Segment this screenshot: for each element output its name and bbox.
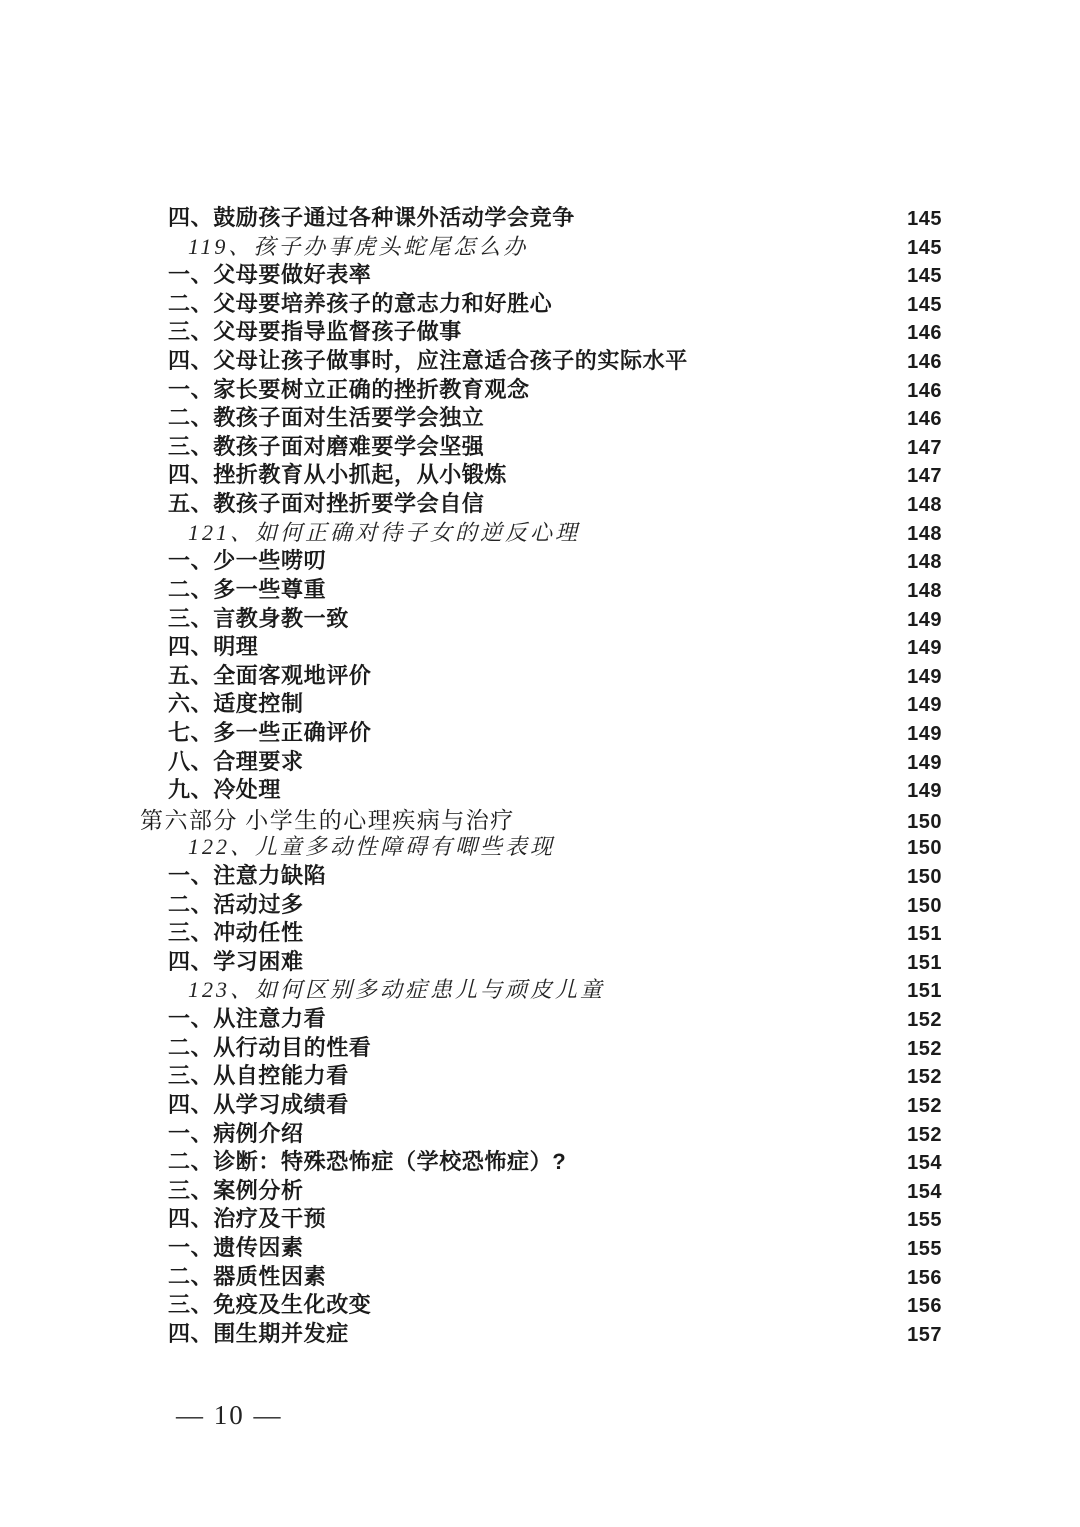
toc-entry (133, 1174, 942, 1203)
toc-entry-page: 157 (907, 1323, 942, 1346)
toc-entry-page: 154 (907, 1180, 942, 1203)
toc-entry-page: 146 (907, 322, 942, 345)
toc-entry-label: 一、从注意力看 (168, 1006, 327, 1032)
toc-entry (133, 888, 942, 917)
toc-entry-page: 148 (907, 522, 942, 545)
toc-entry-page: 155 (907, 1237, 942, 1260)
toc-entry-label: 四、挫折教育从小抓起，从小锻炼 (168, 462, 508, 488)
toc-entry-page: 149 (907, 694, 942, 717)
toc-entry-label: 四、明理 (168, 634, 259, 660)
toc-entry-page: 152 (907, 1037, 942, 1060)
toc-entry-page: 149 (907, 665, 942, 688)
toc-entry-page: 150 (907, 866, 942, 889)
toc-entry-label: 119、孩子办事虎头蛇尾怎么办 (188, 233, 529, 259)
toc-entry (133, 1231, 942, 1260)
toc-entry-page: 146 (907, 408, 942, 431)
toc-entry-page: 155 (907, 1209, 942, 1232)
toc-entry (133, 916, 942, 945)
toc-entry (133, 802, 942, 831)
toc-entry-page: 148 (907, 494, 942, 517)
toc-entry-label: 三、父母要指导监督孩子做事 (168, 319, 462, 345)
toc-entry-page: 152 (907, 1123, 942, 1146)
toc-entry (133, 258, 942, 287)
toc-entry-label: 一、病例介绍 (168, 1120, 304, 1146)
toc-entry-page: 156 (907, 1266, 942, 1289)
toc-entry-page: 146 (907, 379, 942, 402)
toc-entry-label: 四、父母让孩子做事时，应注意适合孩子的实际水平 (168, 348, 688, 374)
toc-entry-page: 151 (907, 923, 942, 946)
toc-entry (133, 1117, 942, 1146)
toc-entry (133, 1317, 942, 1346)
toc-entry-label: 八、合理要求 (168, 748, 304, 774)
toc-entry-label: 四、围生期并发症 (168, 1320, 349, 1346)
toc-entry (133, 773, 942, 802)
toc-entry-page: 149 (907, 751, 942, 774)
toc-entry-page: 149 (907, 637, 942, 660)
toc-entry (133, 1202, 942, 1231)
toc-entry-label: 二、教孩子面对生活要学会独立 (168, 405, 485, 431)
toc-entry-page: 154 (907, 1152, 942, 1175)
toc-entry (133, 859, 942, 888)
toc-entry-page: 146 (907, 351, 942, 374)
toc-entry (133, 1002, 942, 1031)
toc-entry-label: 二、父母要培养孩子的意志力和好胜心 (168, 290, 553, 316)
toc-entry-label: 五、全面客观地评价 (168, 662, 372, 688)
toc-entry-label: 四、学习困难 (168, 948, 304, 974)
toc-entry (133, 945, 942, 974)
toc-entry (133, 1059, 942, 1088)
toc-entry-label: 一、少一些唠叨 (168, 548, 327, 574)
toc-entry-label: 二、器质性因素 (168, 1263, 327, 1289)
toc-entry-label: 二、诊断：特殊恐怖症（学校恐怖症）? (168, 1149, 567, 1175)
toc-entry-page: 152 (907, 1009, 942, 1032)
toc-entry-label: 九、冷处理 (168, 777, 282, 803)
toc-entry-label: 三、冲动任性 (168, 920, 304, 946)
toc-entry (133, 373, 942, 402)
toc-entry-page: 152 (907, 1094, 942, 1117)
toc-entry-label: 一、遗传因素 (168, 1234, 304, 1260)
toc-entry-page: 150 (907, 810, 942, 833)
toc-entry-label: 三、言教身教一致 (168, 605, 349, 631)
toc-list (133, 201, 942, 1345)
toc-entry-label: 一、注意力缺陷 (168, 863, 327, 889)
toc-entry (133, 830, 942, 859)
toc-entry-page: 150 (907, 837, 942, 860)
toc-entry (133, 716, 942, 745)
toc-entry-page: 145 (907, 208, 942, 230)
toc-entry-label: 122、儿童多动性障碍有唧些表现 (188, 834, 556, 860)
toc-entry-page: 148 (907, 551, 942, 574)
page-number-footer: — 10 — (176, 1400, 283, 1430)
toc-entry-label: 四、治疗及干预 (168, 1206, 327, 1232)
toc-entry-label: 121、如何正确对待子女的逆反心理 (188, 519, 581, 545)
toc-entry-label: 二、活动过多 (168, 891, 304, 917)
toc-entry-label: 四、鼓励孩子通过各种课外活动学会竞争 (168, 205, 575, 230)
toc-entry (133, 1260, 942, 1289)
toc-entry (133, 630, 942, 659)
toc-entry-page: 156 (907, 1295, 942, 1318)
toc-entry-page: 149 (907, 722, 942, 745)
toc-entry-page: 151 (907, 980, 942, 1003)
toc-entry-label: 第六部分 小学生的心理疾病与治疗 (140, 807, 515, 833)
toc-entry-label: 七、多一些正确评价 (168, 719, 372, 745)
toc-entry-page: 145 (907, 236, 942, 259)
toc-entry-label: 三、从自控能力看 (168, 1063, 349, 1089)
toc-entry-label: 二、从行动目的性看 (168, 1034, 372, 1060)
toc-entry (133, 544, 942, 573)
toc-entry-label: 三、案例分析 (168, 1177, 304, 1203)
toc-entry (133, 315, 942, 344)
toc-entry-page: 147 (907, 436, 942, 459)
toc-entry-page: 149 (907, 608, 942, 631)
toc-entry (133, 458, 942, 487)
toc-entry (133, 745, 942, 774)
toc-entry (133, 573, 942, 602)
toc-entry-label: 四、从学习成绩看 (168, 1091, 349, 1117)
toc-entry-page: 149 (907, 780, 942, 803)
toc-entry-page: 147 (907, 465, 942, 488)
toc-entry-label: 三、免疫及生化改变 (168, 1292, 372, 1318)
toc-entry (133, 487, 942, 516)
toc-entry (133, 430, 942, 459)
toc-entry-page: 148 (907, 579, 942, 602)
toc-entry (133, 973, 942, 1002)
toc-entry (133, 287, 942, 316)
toc-entry (133, 516, 942, 545)
toc-entry (133, 687, 942, 716)
toc-entry (133, 1145, 942, 1174)
toc-entry (133, 1031, 942, 1060)
toc-entry (133, 659, 942, 688)
toc-entry-label: 123、如何区别多动症患儿与顽皮儿童 (188, 977, 606, 1003)
toc-entry (133, 401, 942, 430)
toc-entry-label: 一、父母要做好表率 (168, 262, 372, 288)
toc-entry-page: 151 (907, 951, 942, 974)
toc-entry-page: 150 (907, 894, 942, 917)
toc-entry-label: 一、家长要树立正确的挫折教育观念 (168, 376, 530, 402)
toc-entry (133, 1288, 942, 1317)
toc-entry-label: 二、多一些尊重 (168, 576, 327, 602)
toc-entry-page: 145 (907, 293, 942, 316)
toc-entry-page: 145 (907, 265, 942, 288)
toc-entry (133, 602, 942, 631)
toc-entry (133, 201, 942, 230)
toc-entry-label: 三、教孩子面对磨难要学会坚强 (168, 433, 485, 459)
toc-entry-label: 六、适度控制 (168, 691, 304, 717)
toc-entry (133, 1088, 942, 1117)
toc-entry (133, 230, 942, 259)
toc-entry-label: 五、教孩子面对挫折要学会自信 (168, 491, 485, 517)
toc-entry-page: 152 (907, 1066, 942, 1089)
toc-entry (133, 344, 942, 373)
